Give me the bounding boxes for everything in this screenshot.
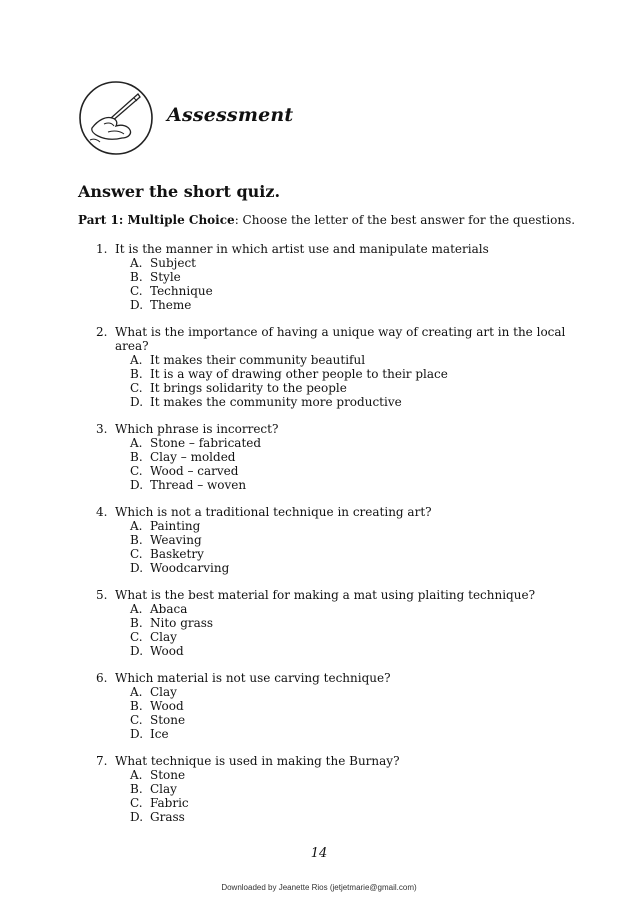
choice-letter: B. [130,270,143,284]
choice-text: It is a way of drawing other people to their place [150,367,448,381]
choice-item [130,478,566,492]
choice-letter: A. [130,768,143,782]
question-item [96,242,566,312]
page-number: 14 [310,846,328,861]
choice-item [130,450,566,464]
choice-item [130,782,566,796]
question-number: 1. [96,242,108,256]
question-item [96,505,566,575]
choice-letter: A. [130,685,143,699]
choice-letter: B. [130,699,143,713]
choice-letter: D. [130,478,144,492]
choice-item [130,713,566,727]
choice-text: Ice [150,727,169,741]
question-text: Which material is not use carving technique? [115,671,391,685]
choice-text: Grass [150,810,185,824]
choice-item [130,699,566,713]
question-text: Which is not a traditional technique in creating art? [115,505,432,519]
choice-text: Fabric [150,796,189,810]
choice-text: Stone [150,768,186,782]
choice-letter: D. [130,561,144,575]
download-footer: Downloaded by Jeanette Rios (jetjetmarie@gmail.com) [221,883,417,892]
choice-text: It makes the community more productive [150,395,402,409]
choice-item [130,367,566,381]
choice-letter: A. [130,436,143,450]
choice-letter: A. [130,519,143,533]
choice-item [130,533,566,547]
question-text: What is the importance of having a unique way of creating art in the local area? [115,325,566,353]
choice-text: Thread – woven [150,478,247,492]
choice-letter: D. [130,395,144,409]
choice-text: Nito grass [150,616,214,630]
question-text: Which phrase is incorrect? [115,422,279,436]
choice-text: Subject [150,256,196,270]
choice-text: Style [150,270,181,284]
choice-letter: B. [130,450,143,464]
choice-letter: D. [130,810,144,824]
choice-item [130,685,566,699]
choice-letter: D. [130,298,144,312]
choice-item [130,547,566,561]
question-number: 5. [96,588,108,602]
choice-letter: D. [130,644,144,658]
choice-text: Wood – carved [150,464,239,478]
choice-item [130,464,566,478]
choice-text: Clay [150,630,177,644]
question-item [96,671,566,741]
choice-item [130,270,566,284]
choice-item [130,256,566,270]
choice-item [130,630,566,644]
choice-item [130,768,566,782]
choice-text: Technique [150,284,213,298]
section-heading: Answer the short quiz. [78,182,281,201]
question-item [96,422,566,492]
instructions-text: : Choose the letter of the best answer for the questions. [234,213,576,227]
choice-text: Woodcarving [150,561,230,575]
choice-letter: C. [130,381,143,395]
choice-item [130,298,566,312]
choice-text: Basketry [150,547,204,561]
question-item [96,588,566,658]
choice-letter: D. [130,727,144,741]
question-number: 2. [96,325,108,339]
choice-text: Theme [150,298,192,312]
question-item [96,754,566,824]
question-text: It is the manner in which artist use and manipulate materials [115,242,489,256]
choice-item [130,616,566,630]
question-number: 3. [96,422,108,436]
choice-text: Wood [150,699,184,713]
choice-item [130,519,566,533]
choice-item [130,796,566,810]
choice-letter: C. [130,713,143,727]
choice-text: Stone – fabricated [150,436,262,450]
choice-text: Painting [150,519,201,533]
choice-text: Abaca [150,602,188,616]
choice-item [130,810,566,824]
question-item [96,325,566,409]
hand-writing-icon [78,80,158,156]
question-text: What is the best material for making a mat using plaiting technique? [115,588,535,602]
choice-item [130,395,566,409]
choice-text: Clay [150,685,177,699]
choice-item [130,644,566,658]
choice-letter: C. [130,284,143,298]
question-text: What technique is used in making the Burnay? [115,754,400,768]
choice-text: Clay [150,782,177,796]
choice-letter: B. [130,367,143,381]
choice-item [130,561,566,575]
choice-letter: B. [130,616,143,630]
choice-letter: B. [130,533,143,547]
question-number: 4. [96,505,108,519]
question-number: 6. [96,671,108,685]
choice-letter: A. [130,256,143,270]
choice-letter: A. [130,602,143,616]
choice-letter: A. [130,353,143,367]
choice-item [130,727,566,741]
part-label: Part 1: Multiple Choice [78,213,235,227]
choice-text: It brings solidarity to the people [150,381,347,395]
choice-text: Stone [150,713,186,727]
choice-letter: C. [130,547,143,561]
choice-letter: C. [130,464,143,478]
choice-letter: B. [130,782,143,796]
choice-text: Clay – molded [150,450,236,464]
choice-item [130,436,566,450]
choice-text: Wood [150,644,184,658]
choice-letter: C. [130,630,143,644]
choice-item [130,602,566,616]
choice-letter: C. [130,796,143,810]
choice-item [130,284,566,298]
question-list [96,242,566,837]
choice-item [130,381,566,395]
choice-text: Weaving [150,533,202,547]
choice-item [130,353,566,367]
choice-text: It makes their community beautiful [150,353,366,367]
instructions [78,212,575,228]
page-title: Assessment [167,104,294,126]
question-number: 7. [96,754,108,768]
